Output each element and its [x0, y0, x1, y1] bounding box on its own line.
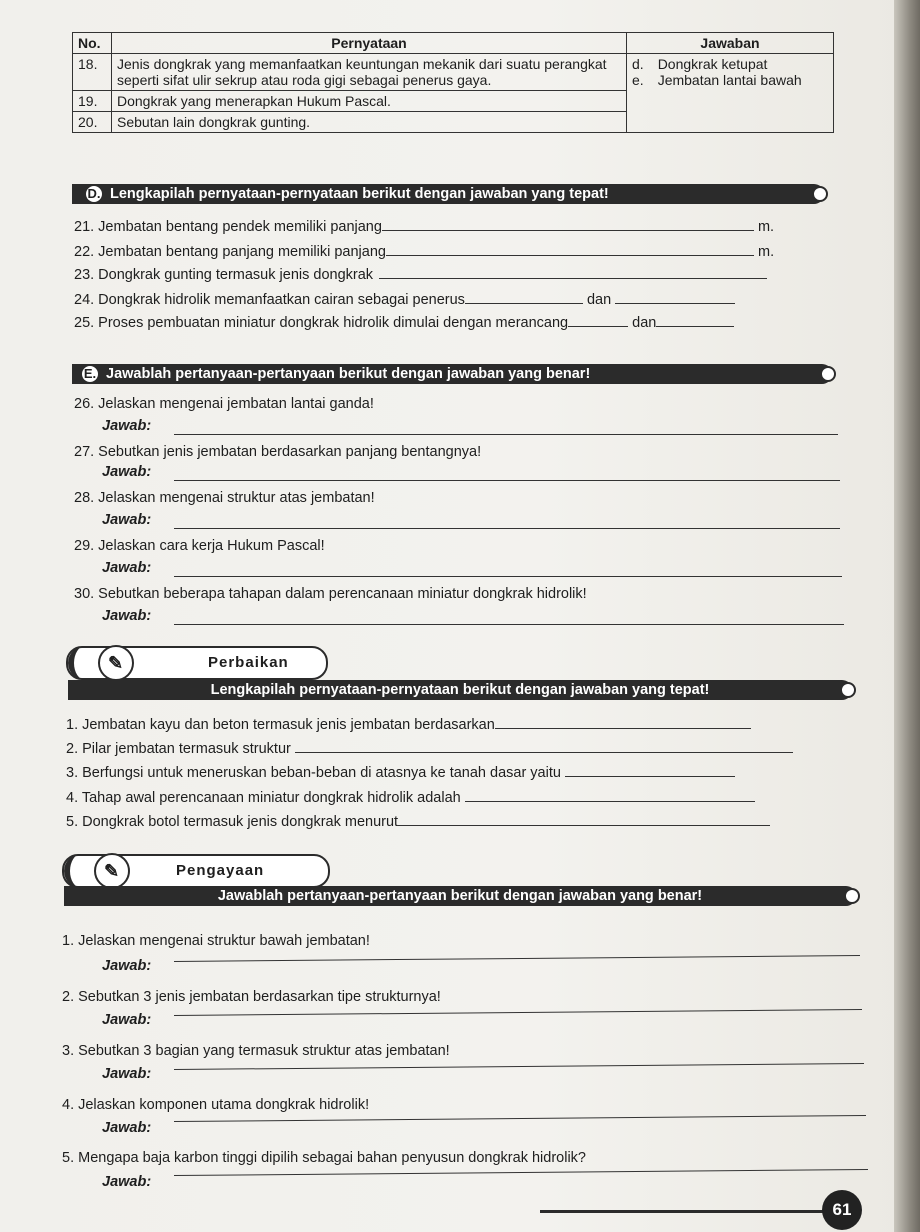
header-answer: Jawaban	[627, 33, 834, 54]
section-d-header	[72, 184, 824, 204]
answer-line[interactable]	[174, 1063, 864, 1070]
question-26: 26. Jelaskan mengenai jembatan lantai ganda!	[74, 396, 374, 412]
pengayaan-item-5: 5. Mengapa baja karbon tinggi dipilih sebagai bahan penyusun dongkrak hidrolik?	[62, 1150, 586, 1166]
question-24: 24. Dongkrak hidrolik memanfaatkan cairan sebagai penerus dan	[74, 291, 735, 308]
page-number: 61	[822, 1190, 862, 1230]
pengayaan-label: Pengayaan	[176, 862, 265, 879]
question-27: 27. Sebutkan jenis jembatan berdasarkan panjang bentangnya!	[74, 444, 482, 460]
header-statement: Pernyataan	[112, 33, 627, 54]
perbaikan-item-5: 5. Dongkrak botol termasuk jenis dongkrak menurut	[66, 813, 770, 830]
question-25: 25. Proses pembuatan miniatur dongkrak hidrolik dimulai dengan merancang dan	[74, 314, 734, 331]
pengayaan-dot	[844, 888, 860, 904]
jawab-label: Jawab:	[102, 1066, 152, 1082]
answer-blank[interactable]	[379, 266, 767, 279]
jawab-label: Jawab:	[102, 1012, 152, 1028]
jawab-label: Jawab:	[102, 1120, 152, 1136]
row-statement: Sebutan lain dongkrak gunting.	[112, 112, 627, 133]
answer-line[interactable]	[174, 576, 842, 577]
answer-text: Jembatan lantai bawah	[657, 72, 802, 88]
pengayaan-item-1: 1. Jelaskan mengenai struktur bawah jembatan!	[62, 933, 370, 949]
matching-table	[72, 32, 834, 133]
perbaikan-item-3: 3. Berfungsi untuk meneruskan beban-beban di atasnya ke tanah dasar yaitu	[66, 764, 735, 781]
row-statement: Dongkrak yang menerapkan Hukum Pascal.	[112, 91, 627, 112]
jawab-label: Jawab:	[102, 958, 152, 974]
perbaikan-item-4: 4. Tahap awal perencanaan miniatur dongkrak hidrolik adalah	[66, 789, 755, 806]
pencil-icon: ✎	[94, 853, 130, 889]
pengayaan-item-3: 3. Sebutkan 3 bagian yang termasuk struktur atas jembatan!	[62, 1043, 450, 1059]
answer-line[interactable]	[174, 528, 840, 529]
answer-blank[interactable]	[656, 314, 734, 327]
perbaikan-label-box	[66, 646, 328, 680]
section-e-dot	[820, 366, 836, 382]
perbaikan-title: Lengkapilah pernyataan-pernyataan berikut dengan jawaban yang tepat!	[210, 682, 710, 698]
answer-blank[interactable]	[465, 291, 583, 304]
section-e-header	[72, 364, 832, 384]
jawab-label: Jawab:	[102, 464, 152, 480]
answer-line[interactable]	[174, 624, 844, 625]
jawab-label: Jawab:	[102, 512, 152, 528]
perbaikan-item-1: 1. Jembatan kayu dan beton termasuk jenis jembatan berdasarkan	[66, 716, 751, 733]
section-d-title: Lengkapilah pernyataan-pernyataan berikut dengan jawaban yang tepat!	[110, 186, 609, 202]
pengayaan-label-box	[62, 854, 330, 888]
book-spine-edge	[894, 0, 920, 1232]
jawab-label: Jawab:	[102, 560, 152, 576]
answer-letter: d.	[632, 56, 644, 72]
question-21: 21. Jembatan bentang pendek memiliki panjang m.	[74, 219, 775, 235]
jawab-label: Jawab:	[102, 418, 152, 434]
answer-option	[632, 72, 828, 88]
answer-line[interactable]	[174, 480, 840, 481]
answer-blank[interactable]	[382, 218, 754, 231]
answer-line[interactable]	[174, 1009, 862, 1016]
section-d-letter: D.	[87, 186, 101, 201]
perbaikan-item-2: 2. Pilar jembatan termasuk struktur	[66, 740, 793, 757]
answer-line[interactable]	[174, 1169, 868, 1176]
footer-rule	[540, 1210, 840, 1213]
perbaikan-dot	[840, 682, 856, 698]
perbaikan-label: Perbaikan	[208, 654, 289, 671]
pengayaan-title: Jawablah pertanyaan-pertanyaan berikut dengan jawaban yang benar!	[217, 888, 703, 904]
answer-blank[interactable]	[398, 813, 770, 826]
answer-blank[interactable]	[568, 314, 628, 327]
answer-blank[interactable]	[465, 789, 755, 802]
answer-text: Dongkrak ketupat	[657, 56, 768, 72]
answer-line[interactable]	[174, 1115, 866, 1122]
question-29: 29. Jelaskan cara kerja Hukum Pascal!	[74, 538, 325, 554]
question-28: 28. Jelaskan mengenai struktur atas jembatan!	[74, 490, 375, 506]
pengayaan-item-2: 2. Sebutkan 3 jenis jembatan berdasarkan tipe strukturnya!	[62, 989, 441, 1005]
section-e-title: Jawablah pertanyaan-pertanyaan berikut dengan jawaban yang benar!	[106, 366, 591, 382]
answer-line[interactable]	[174, 955, 860, 962]
answer-list	[627, 54, 834, 133]
answer-option	[632, 56, 828, 72]
jawab-label: Jawab:	[102, 1174, 152, 1190]
answer-blank[interactable]	[295, 740, 793, 753]
perbaikan-header	[68, 680, 852, 700]
jawab-label: Jawab:	[102, 608, 152, 624]
row-statement: Jenis dongkrak yang memanfaatkan keuntungan mekanik dari suatu perangkat seperti sifat ulir sekrup atau roda gigi sebagai penerus gaya.	[112, 54, 627, 91]
answer-line[interactable]	[174, 434, 838, 435]
row-no: 20.	[73, 112, 112, 133]
row-no: 18.	[73, 54, 112, 91]
question-23: 23. Dongkrak gunting termasuk jenis dongkrak	[74, 266, 767, 283]
pencil-icon: ✎	[98, 645, 134, 681]
answer-blank[interactable]	[615, 291, 735, 304]
answer-blank[interactable]	[495, 716, 751, 729]
question-22: 22. Jembatan bentang panjang memiliki panjang m.	[74, 244, 775, 260]
answer-blank[interactable]	[565, 764, 735, 777]
pengayaan-item-4: 4. Jelaskan komponen utama dongkrak hidrolik!	[62, 1097, 370, 1113]
answer-letter: e.	[632, 72, 644, 88]
row-no: 19.	[73, 91, 112, 112]
header-no: No.	[73, 33, 112, 54]
answer-blank[interactable]	[386, 243, 754, 256]
section-d-dot	[812, 186, 828, 202]
question-30: 30. Sebutkan beberapa tahapan dalam perencanaan miniatur dongkrak hidrolik!	[74, 586, 587, 602]
section-e-letter: E.	[83, 366, 97, 381]
pengayaan-header	[64, 886, 856, 906]
